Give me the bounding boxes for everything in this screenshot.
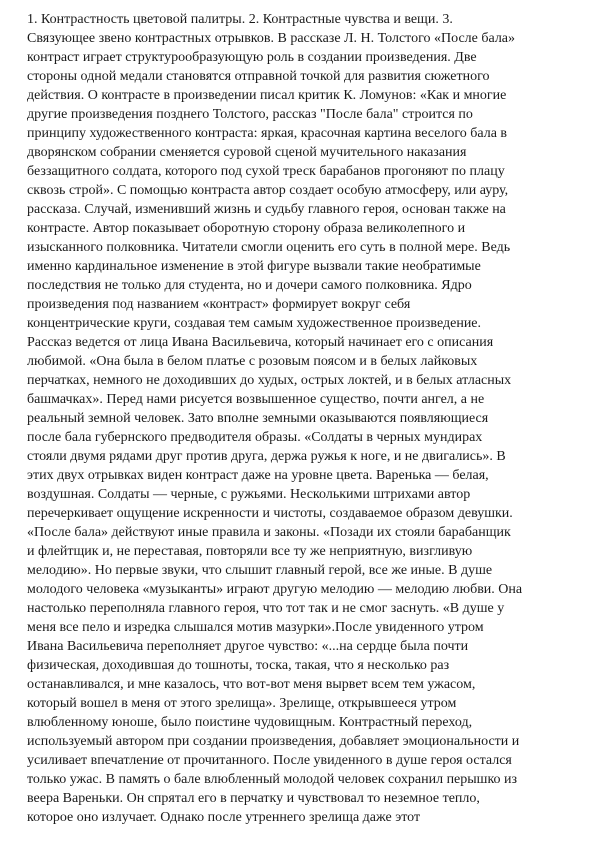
text-line: который вошел в меня от этого зрелища». Зрелище, открывшееся утром <box>27 696 457 711</box>
text-line: перечеркивает ощущение искренности и чистоты, создаваемое образом девушки. <box>27 506 513 521</box>
text-line: Рассказ ведется от лица Ивана Васильевича, который начинает его с описания <box>27 335 494 350</box>
text-line: произведения под названием «контраст» формирует вокруг себя <box>27 297 411 312</box>
text-line: именно кардинальное изменение в этой фигуре вызвали такие необратимые <box>27 259 481 274</box>
text-line: после бала губернского предводителя образы. «Солдаты в черных мундирах <box>27 430 483 445</box>
text-line: влюбленному юноше, было поистине чудовищным. Контрастный переход, <box>27 715 473 730</box>
text-line: сквозь строй». С помощью контраста автор создает особую атмосферу, или ауру, <box>27 183 509 198</box>
text-line: контраст играет структурообразующую роль в создании произведения. Две <box>27 50 477 65</box>
text-line: стороны одной медали становятся отправной точкой для развития сюжетного <box>27 69 490 84</box>
text-line: реальный земной человек. Зато вполне земными оказываются появляющиеся <box>27 411 489 426</box>
text-line: меня все пело и изредка слышался мотив мазурки».После увиденного утром <box>27 620 484 635</box>
text-line: только ужас. В память о бале влюбленный молодой человек сохранил перышко из <box>27 772 518 787</box>
text-line: изысканного полковника. Читатели смогли оценить его суть в полной мере. Ведь <box>27 240 511 255</box>
text-line: Ивана Васильевича переполняет другое чувство: «...на сердце была почти <box>27 639 469 654</box>
text-line: принципу художественного контраста: яркая, красочная картина веселого бала в <box>27 126 508 141</box>
text-line: молодого человека «музыканты» играют другую мелодию — мелодию любви. Она <box>27 582 523 597</box>
text-line: другие произведения позднего Толстого, рассказ "После бала" строится по <box>27 107 473 122</box>
text-line: мелодию». Но первые звуки, что слышит главный герой, все же иные. В душе <box>27 563 493 578</box>
text-line: веера Вареньки. Он спрятал его в перчатку и чувствовал то неземное тепло, <box>27 791 480 806</box>
text-line: концентрические круги, создавая тем самым художественное произведение. <box>27 316 482 331</box>
text-line: настолько переполняла главного героя, что тот так и не смог заснуть. «В душе у <box>27 601 505 616</box>
text-line: усиливает впечатление от прочитанного. После увиденного в душе героя остался <box>27 753 512 768</box>
text-line: воздушная. Солдаты — черные, с ружьями. Несколькими штрихами автор <box>27 487 471 502</box>
text-line: этих двух отрывках виден контраст даже на уровне цвета. Варенька — белая, <box>27 468 489 483</box>
text-line: и флейтщик и, не переставая, повторяли все ту же неприятную, визгливую <box>27 544 473 559</box>
text-line: физическая, доходившая до тошноты, тоска, такая, что я несколько раз <box>27 658 450 673</box>
text-line: любимой. «Она была в белом платье с розовым поясом и в белых лайковых <box>27 354 478 369</box>
text-line: рассказа. Случай, изменивший жизнь и судьбу главного героя, основан также на <box>27 202 506 217</box>
text-line: башмачках». Перед нами рисуется возвышенное существо, почти ангел, а не <box>27 392 485 407</box>
text-line: стояли двумя рядами друг против друга, держа ружья к ноге, и не двигались». В <box>27 449 506 464</box>
text-line: Связующее звено контрастных отрывков. В рассказе Л. Н. Толстого «После бала» <box>27 31 516 46</box>
text-line: контрасте. Автор показывает оборотную сторону образа великолепного и <box>27 221 466 236</box>
text-line: дворянском собрании сменяется суровой сценой мучительного наказания <box>27 145 467 160</box>
text-line: которое оно излучает. Однако после утреннего зрелища даже этот <box>27 810 421 825</box>
text-line: беззащитного солдата, которого под сухой треск барабанов прогоняют по плацу <box>27 164 505 179</box>
text-line: «После бала» действуют иные правила и законы. «Позади их стояли барабанщик <box>27 525 511 540</box>
text-line: перчатках, немного не доходивших до худых, острых локтей, и в белых атласных <box>27 373 512 388</box>
text-line: останавливался, и мне казалось, что вот-вот меня вырвет всем тем ужасом, <box>27 677 476 692</box>
text-line: используемый автором при создании произведения, добавляет эмоциональности и <box>27 734 520 749</box>
body-text <box>27 10 567 827</box>
text-line: последствия не только для студента, но и дочери самого полковника. Ядро <box>27 278 472 293</box>
text-line: 1. Контрастность цветовой палитры. 2. Контрастные чувства и вещи. 3. <box>27 12 453 27</box>
text-line: действия. О контрасте в произведении писал критик К. Ломунов: «Как и многие <box>27 88 507 103</box>
